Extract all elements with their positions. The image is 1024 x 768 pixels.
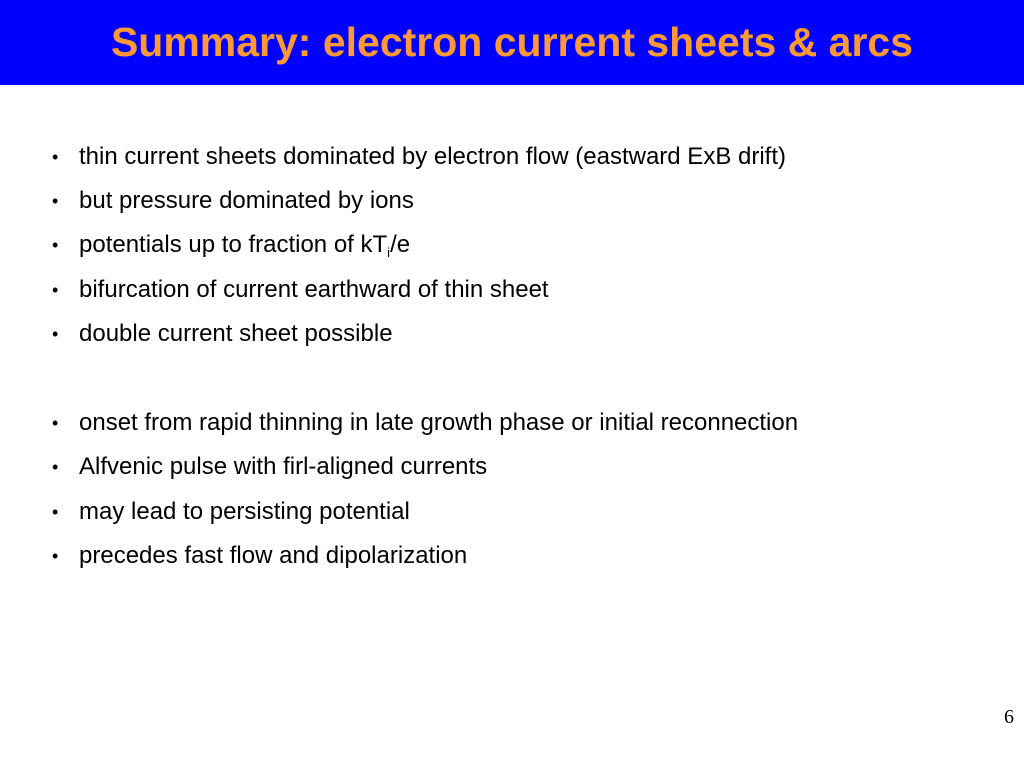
bullet-item [52,407,798,439]
bullet-text: double current sheet possible [79,320,393,347]
bullet-item [52,496,410,528]
bullet-item [52,274,549,306]
bullet-text-main: potentials up to fraction of kT [79,231,388,258]
bullet-icon: • [52,280,59,300]
bullet-text [79,231,410,259]
bullet-icon: • [52,191,59,211]
bullet-text: thin current sheets dominated by electron flow (eastward ExB drift) [79,143,786,170]
bullet-text: but pressure dominated by ions [79,187,414,214]
bullet-text-suffix: /e [390,231,411,258]
page-number: 6 [1004,706,1014,728]
bullet-icon: • [52,235,59,255]
bullet-icon: • [52,324,59,344]
bullet-icon: • [52,502,59,522]
bullet-item [52,318,393,350]
bullet-item [52,451,487,483]
bullet-item [52,540,467,572]
bullet-text: onset from rapid thinning in late growth phase or initial reconnection [79,409,799,436]
bullet-text: precedes fast flow and dipolarization [79,542,468,569]
bullet-text: may lead to persisting potential [79,498,410,525]
bullet-icon: • [52,546,59,566]
bullet-icon: • [52,413,59,433]
slide-title: Summary: electron current sheets & arcs [110,19,914,65]
bullet-item [52,229,410,261]
bullet-icon: • [52,457,59,477]
bullet-text: Alfvenic pulse with firl-aligned currents [79,453,488,480]
bullet-text: bifurcation of current earthward of thin sheet [79,276,549,303]
bullet-item [52,141,786,173]
bullet-icon: • [52,147,59,167]
bullet-item [52,185,414,217]
subscript-i: i [387,245,391,260]
